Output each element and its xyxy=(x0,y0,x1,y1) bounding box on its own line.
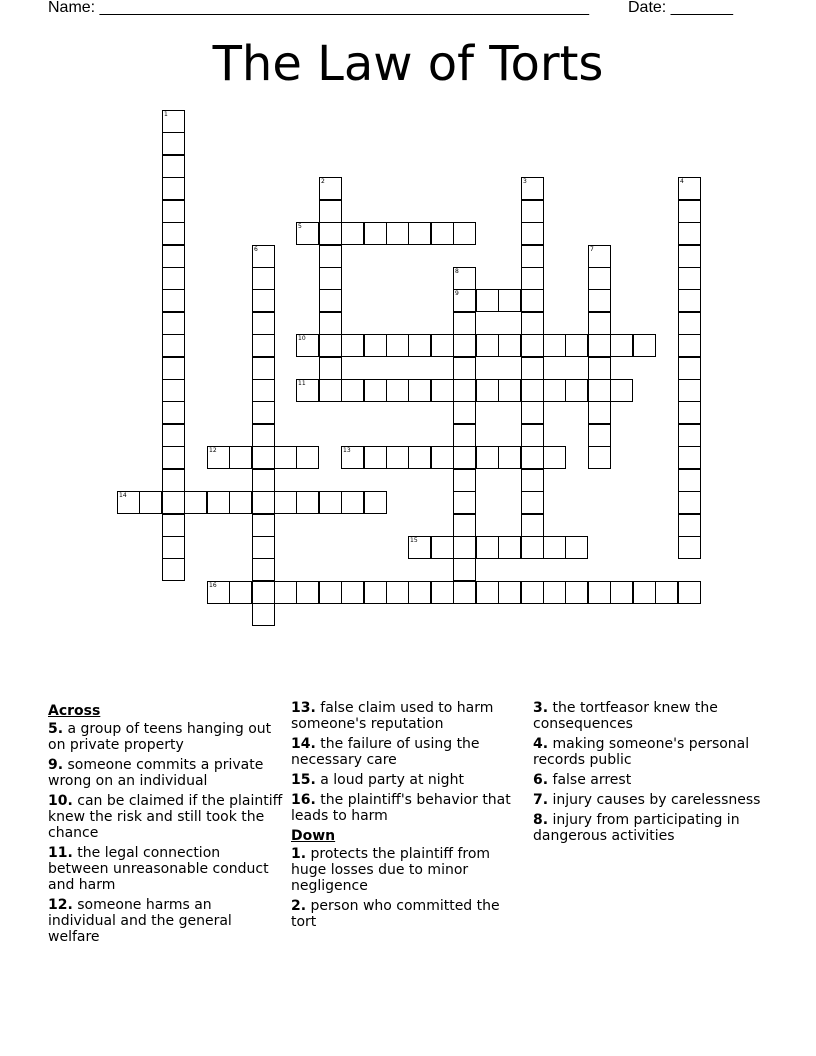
crossword-cell[interactable] xyxy=(543,446,566,469)
crossword-cell[interactable] xyxy=(162,491,185,514)
clue-item xyxy=(291,898,527,930)
crossword-cell[interactable] xyxy=(431,222,454,245)
clue-number-label: 11 xyxy=(298,380,306,387)
crossword-cell[interactable] xyxy=(678,379,701,402)
clue-number: 12. xyxy=(48,897,73,913)
crossword-cell[interactable] xyxy=(162,446,185,469)
crossword-cell[interactable] xyxy=(386,334,409,357)
clue-number: 5. xyxy=(48,721,64,737)
crossword-cell[interactable] xyxy=(610,334,633,357)
crossword-cell[interactable] xyxy=(431,379,454,402)
crossword-cell[interactable] xyxy=(543,536,566,559)
crossword-cell[interactable] xyxy=(117,491,140,514)
crossword-cell[interactable] xyxy=(678,312,701,335)
crossword-cell[interactable] xyxy=(296,379,319,402)
crossword-cell[interactable] xyxy=(521,357,544,380)
crossword-cell[interactable] xyxy=(498,379,521,402)
clue-item xyxy=(533,736,769,768)
clue-number-label: 8 xyxy=(455,268,459,275)
clue-text: injury from participating in dangerous activities xyxy=(533,812,740,844)
crossword-cell[interactable] xyxy=(364,222,387,245)
crossword-cell[interactable] xyxy=(431,446,454,469)
name-label: Name: xyxy=(48,0,96,16)
clue-number-label: 15 xyxy=(410,537,418,544)
crossword-cell[interactable] xyxy=(588,401,611,424)
crossword-cell[interactable] xyxy=(207,491,230,514)
crossword-cell[interactable] xyxy=(319,357,342,380)
clue-item xyxy=(291,846,527,894)
crossword-cell[interactable] xyxy=(543,581,566,604)
crossword-cell[interactable] xyxy=(341,446,364,469)
clue-number-label: 14 xyxy=(119,492,127,499)
crossword-cell[interactable] xyxy=(162,289,185,312)
clue-number-label: 1 xyxy=(164,111,168,118)
clue-number-label: 3 xyxy=(523,178,527,185)
crossword-cell[interactable] xyxy=(139,491,162,514)
crossword-cell[interactable] xyxy=(476,536,499,559)
crossword-cell[interactable] xyxy=(588,289,611,312)
crossword-cell[interactable] xyxy=(565,581,588,604)
crossword-cell[interactable] xyxy=(521,446,544,469)
clue-text: a group of teens hanging out on private property xyxy=(48,721,272,753)
crossword-cell[interactable] xyxy=(453,334,476,357)
clue-item xyxy=(48,793,284,841)
clue-number: 8. xyxy=(533,812,549,828)
crossword-cell[interactable] xyxy=(162,469,185,492)
crossword-cell[interactable] xyxy=(498,581,521,604)
crossword-cell[interactable] xyxy=(678,401,701,424)
crossword-cell[interactable] xyxy=(319,491,342,514)
crossword-cell[interactable] xyxy=(678,222,701,245)
crossword-cell[interactable] xyxy=(229,446,252,469)
clue-item xyxy=(291,792,527,824)
crossword-cell[interactable] xyxy=(252,401,275,424)
crossword-cell[interactable] xyxy=(252,357,275,380)
crossword-cell[interactable] xyxy=(588,334,611,357)
crossword-cell[interactable] xyxy=(476,334,499,357)
crossword-cell[interactable] xyxy=(588,424,611,447)
crossword-cell[interactable] xyxy=(296,446,319,469)
crossword-cell[interactable] xyxy=(521,424,544,447)
crossword-cell[interactable] xyxy=(453,379,476,402)
clue-text: injury causes by carelessness xyxy=(548,792,761,808)
clue-number-label: 13 xyxy=(343,447,351,454)
crossword-cell[interactable] xyxy=(296,222,319,245)
clue-number-label: 4 xyxy=(680,178,684,185)
clue-item xyxy=(48,757,284,789)
crossword-cell[interactable] xyxy=(453,491,476,514)
crossword-cell[interactable] xyxy=(521,514,544,537)
crossword-cell[interactable] xyxy=(252,334,275,357)
crossword-cell[interactable] xyxy=(678,581,701,604)
crossword-cell[interactable] xyxy=(453,312,476,335)
crossword-cell[interactable] xyxy=(476,379,499,402)
crossword-cell[interactable] xyxy=(162,558,185,581)
crossword-cell[interactable] xyxy=(521,469,544,492)
crossword-cell[interactable] xyxy=(319,245,342,268)
crossword-cell[interactable] xyxy=(678,514,701,537)
crossword-cell[interactable] xyxy=(162,401,185,424)
crossword-cell[interactable] xyxy=(252,536,275,559)
crossword-cell[interactable] xyxy=(319,289,342,312)
crossword-cell[interactable] xyxy=(633,334,656,357)
crossword-cell[interactable] xyxy=(252,446,275,469)
crossword-cell[interactable] xyxy=(453,401,476,424)
clue-item xyxy=(533,700,769,732)
clue-column-1 xyxy=(48,700,284,949)
clue-column-3 xyxy=(533,700,769,848)
crossword-cell[interactable] xyxy=(521,312,544,335)
crossword-cell[interactable] xyxy=(274,491,297,514)
crossword-cell[interactable] xyxy=(521,581,544,604)
clue-text: person who committed the tort xyxy=(291,898,500,930)
crossword-cell[interactable] xyxy=(319,177,342,200)
crossword-cell[interactable] xyxy=(162,334,185,357)
clue-section-heading: Across xyxy=(48,703,101,719)
date-field xyxy=(628,0,733,18)
crossword-cell[interactable] xyxy=(453,424,476,447)
crossword-cell[interactable] xyxy=(521,267,544,290)
crossword-cell[interactable] xyxy=(610,581,633,604)
crossword-cell[interactable] xyxy=(319,200,342,223)
crossword-cell[interactable] xyxy=(252,312,275,335)
crossword-cell[interactable] xyxy=(565,334,588,357)
crossword-cell[interactable] xyxy=(162,132,185,155)
crossword-cell[interactable] xyxy=(162,245,185,268)
clue-number: 11. xyxy=(48,845,73,861)
crossword-cell[interactable] xyxy=(364,491,387,514)
crossword-cell[interactable] xyxy=(162,200,185,223)
clue-item xyxy=(533,772,769,788)
crossword-cell[interactable] xyxy=(431,581,454,604)
crossword-cell[interactable] xyxy=(453,446,476,469)
clue-number-label: 10 xyxy=(298,335,306,342)
crossword-cell[interactable] xyxy=(319,222,342,245)
crossword-cell[interactable] xyxy=(296,334,319,357)
crossword-cell[interactable] xyxy=(678,424,701,447)
crossword-cell[interactable] xyxy=(162,424,185,447)
crossword-cell[interactable] xyxy=(296,581,319,604)
clue-item xyxy=(533,812,769,844)
clue-text: someone commits a private wrong on an individual xyxy=(48,757,264,789)
crossword-cell[interactable] xyxy=(386,222,409,245)
clue-text: a loud party at night xyxy=(315,772,464,788)
clue-number-label: 5 xyxy=(298,223,302,230)
crossword-cell[interactable] xyxy=(162,536,185,559)
crossword-cell[interactable] xyxy=(229,491,252,514)
crossword-cell[interactable] xyxy=(678,200,701,223)
crossword-cell[interactable] xyxy=(408,581,431,604)
crossword-cell[interactable] xyxy=(364,334,387,357)
crossword-cell[interactable] xyxy=(453,469,476,492)
clue-number-label: 16 xyxy=(209,582,217,589)
crossword-cell[interactable] xyxy=(229,581,252,604)
clue-number: 1. xyxy=(291,846,307,862)
clue-number-label: 12 xyxy=(209,447,217,454)
crossword-cell[interactable] xyxy=(162,357,185,380)
crossword-cell[interactable] xyxy=(588,267,611,290)
crossword-cell[interactable] xyxy=(678,491,701,514)
clue-text: making someone's personal records public xyxy=(533,736,750,768)
clue-number: 4. xyxy=(533,736,549,752)
crossword-cell[interactable] xyxy=(476,289,499,312)
clue-number: 9. xyxy=(48,757,64,773)
crossword-cell[interactable] xyxy=(252,514,275,537)
clue-text: the plaintiff's behavior that leads to harm xyxy=(291,792,511,824)
crossword-cell[interactable] xyxy=(565,536,588,559)
crossword-cell[interactable] xyxy=(521,177,544,200)
crossword-cell[interactable] xyxy=(678,536,701,559)
crossword-cell[interactable] xyxy=(162,379,185,402)
crossword-cell[interactable] xyxy=(521,401,544,424)
crossword-cell[interactable] xyxy=(408,536,431,559)
crossword-cell[interactable] xyxy=(364,446,387,469)
crossword-cell[interactable] xyxy=(588,379,611,402)
crossword-cell[interactable] xyxy=(453,222,476,245)
crossword-cell[interactable] xyxy=(453,514,476,537)
crossword-cell[interactable] xyxy=(678,177,701,200)
clue-text: false arrest xyxy=(548,772,632,788)
crossword-cell[interactable] xyxy=(408,446,431,469)
date-label: Date: xyxy=(628,0,667,16)
name-date-line xyxy=(48,0,748,20)
crossword-cell[interactable] xyxy=(453,558,476,581)
crossword-cell[interactable] xyxy=(252,289,275,312)
clue-item xyxy=(291,700,527,732)
crossword-cell[interactable] xyxy=(341,334,364,357)
clue-text: the failure of using the necessary care xyxy=(291,736,480,768)
crossword-cell[interactable] xyxy=(678,357,701,380)
clue-section-heading: Down xyxy=(291,828,336,844)
crossword-cell[interactable] xyxy=(453,536,476,559)
clue-item xyxy=(48,721,284,753)
crossword-cell[interactable] xyxy=(678,446,701,469)
crossword-cell[interactable] xyxy=(678,267,701,290)
crossword-cell[interactable] xyxy=(521,536,544,559)
crossword-cell[interactable] xyxy=(319,379,342,402)
crossword-cell[interactable] xyxy=(252,558,275,581)
crossword-cell[interactable] xyxy=(252,581,275,604)
crossword-cell[interactable] xyxy=(431,334,454,357)
crossword-cell[interactable] xyxy=(252,469,275,492)
clue-number-label: 6 xyxy=(254,246,258,253)
crossword-cell[interactable] xyxy=(207,581,230,604)
crossword-cell[interactable] xyxy=(252,379,275,402)
crossword-cell[interactable] xyxy=(588,581,611,604)
clue-text: can be claimed if the plaintiff knew the risk and still took the chance xyxy=(48,793,283,841)
crossword-cell[interactable] xyxy=(453,267,476,290)
clue-number: 3. xyxy=(533,700,549,716)
crossword-cell[interactable] xyxy=(341,581,364,604)
clue-column-2 xyxy=(291,700,527,934)
crossword-cell[interactable] xyxy=(162,222,185,245)
crossword-cell[interactable] xyxy=(408,379,431,402)
clue-number: 2. xyxy=(291,898,307,914)
crossword-cell[interactable] xyxy=(341,379,364,402)
crossword-cell[interactable] xyxy=(274,581,297,604)
crossword-cell[interactable] xyxy=(498,289,521,312)
clue-number: 14. xyxy=(291,736,316,752)
crossword-cell[interactable] xyxy=(521,245,544,268)
clue-number: 16. xyxy=(291,792,316,808)
crossword-cell[interactable] xyxy=(319,581,342,604)
clue-text: false claim used to harm someone's reputation xyxy=(291,700,494,732)
clue-item xyxy=(48,897,284,945)
crossword-cell[interactable] xyxy=(162,110,185,133)
crossword-cell[interactable] xyxy=(341,491,364,514)
crossword-cell[interactable] xyxy=(386,379,409,402)
crossword-cell[interactable] xyxy=(386,581,409,604)
clue-item xyxy=(291,772,527,788)
crossword-cell[interactable] xyxy=(521,334,544,357)
crossword-cell[interactable] xyxy=(274,446,297,469)
crossword-cell[interactable] xyxy=(655,581,678,604)
date-blank[interactable]: _______ xyxy=(670,0,733,16)
clue-number: 10. xyxy=(48,793,73,809)
crossword-cell[interactable] xyxy=(319,334,342,357)
clue-number-label: 2 xyxy=(321,178,325,185)
crossword-cell[interactable] xyxy=(498,536,521,559)
clue-item xyxy=(48,845,284,893)
crossword-cell[interactable] xyxy=(565,379,588,402)
crossword-cell[interactable] xyxy=(319,267,342,290)
crossword-cell[interactable] xyxy=(521,200,544,223)
crossword-cell[interactable] xyxy=(633,581,656,604)
crossword-cell[interactable] xyxy=(386,446,409,469)
crossword-cell[interactable] xyxy=(431,536,454,559)
clue-number: 13. xyxy=(291,700,316,716)
crossword-cell[interactable] xyxy=(453,289,476,312)
crossword-cell[interactable] xyxy=(162,177,185,200)
crossword-cell[interactable] xyxy=(364,581,387,604)
crossword-cell[interactable] xyxy=(521,222,544,245)
clue-text: someone harms an individual and the general welfare xyxy=(48,897,232,945)
crossword-cell[interactable] xyxy=(296,491,319,514)
clue-number: 6. xyxy=(533,772,549,788)
crossword-cell[interactable] xyxy=(521,289,544,312)
crossword-cell[interactable] xyxy=(588,312,611,335)
crossword-cell[interactable] xyxy=(252,267,275,290)
crossword-cell[interactable] xyxy=(498,446,521,469)
clue-item xyxy=(291,736,527,768)
crossword-cell[interactable] xyxy=(408,222,431,245)
clue-text: the tortfeasor knew the consequences xyxy=(533,700,718,732)
crossword-cell[interactable] xyxy=(453,357,476,380)
crossword-cell[interactable] xyxy=(252,603,275,626)
crossword-cell[interactable] xyxy=(543,334,566,357)
crossword-cell[interactable] xyxy=(521,491,544,514)
puzzle-title: The Law of Torts xyxy=(212,36,604,92)
crossword-cell[interactable] xyxy=(184,491,207,514)
crossword-cell[interactable] xyxy=(610,379,633,402)
crossword-cell[interactable] xyxy=(162,267,185,290)
clue-number: 7. xyxy=(533,792,549,808)
crossword-cell[interactable] xyxy=(476,446,499,469)
crossword-cell[interactable] xyxy=(498,334,521,357)
crossword-cell[interactable] xyxy=(162,514,185,537)
clue-number-label: 7 xyxy=(590,246,594,253)
crossword-cell[interactable] xyxy=(252,245,275,268)
name-blank[interactable]: _______________________________________________________ xyxy=(99,0,589,16)
crossword-cell[interactable] xyxy=(408,334,431,357)
crossword-cell[interactable] xyxy=(319,312,342,335)
crossword-cell[interactable] xyxy=(207,446,230,469)
crossword-cell[interactable] xyxy=(588,245,611,268)
crossword-cell[interactable] xyxy=(162,312,185,335)
crossword-cell[interactable] xyxy=(476,581,499,604)
crossword-cell[interactable] xyxy=(521,379,544,402)
clue-item xyxy=(533,792,769,808)
crossword-cell[interactable] xyxy=(588,446,611,469)
crossword-cell[interactable] xyxy=(364,379,387,402)
crossword-cell[interactable] xyxy=(453,581,476,604)
crossword-cell[interactable] xyxy=(588,357,611,380)
crossword-cell[interactable] xyxy=(252,424,275,447)
clue-number: 15. xyxy=(291,772,316,788)
crossword-cell[interactable] xyxy=(678,469,701,492)
crossword-cell[interactable] xyxy=(252,491,275,514)
crossword-cell[interactable] xyxy=(543,379,566,402)
clue-number-label: 9 xyxy=(455,290,459,297)
crossword-cell[interactable] xyxy=(678,289,701,312)
crossword-cell[interactable] xyxy=(162,155,185,178)
crossword-cell[interactable] xyxy=(678,334,701,357)
clue-text: the legal connection between unreasonable conduct and harm xyxy=(48,845,269,893)
clue-text: protects the plaintiff from huge losses due to minor negligence xyxy=(291,846,491,894)
crossword-cell[interactable] xyxy=(678,245,701,268)
crossword-cell[interactable] xyxy=(341,222,364,245)
